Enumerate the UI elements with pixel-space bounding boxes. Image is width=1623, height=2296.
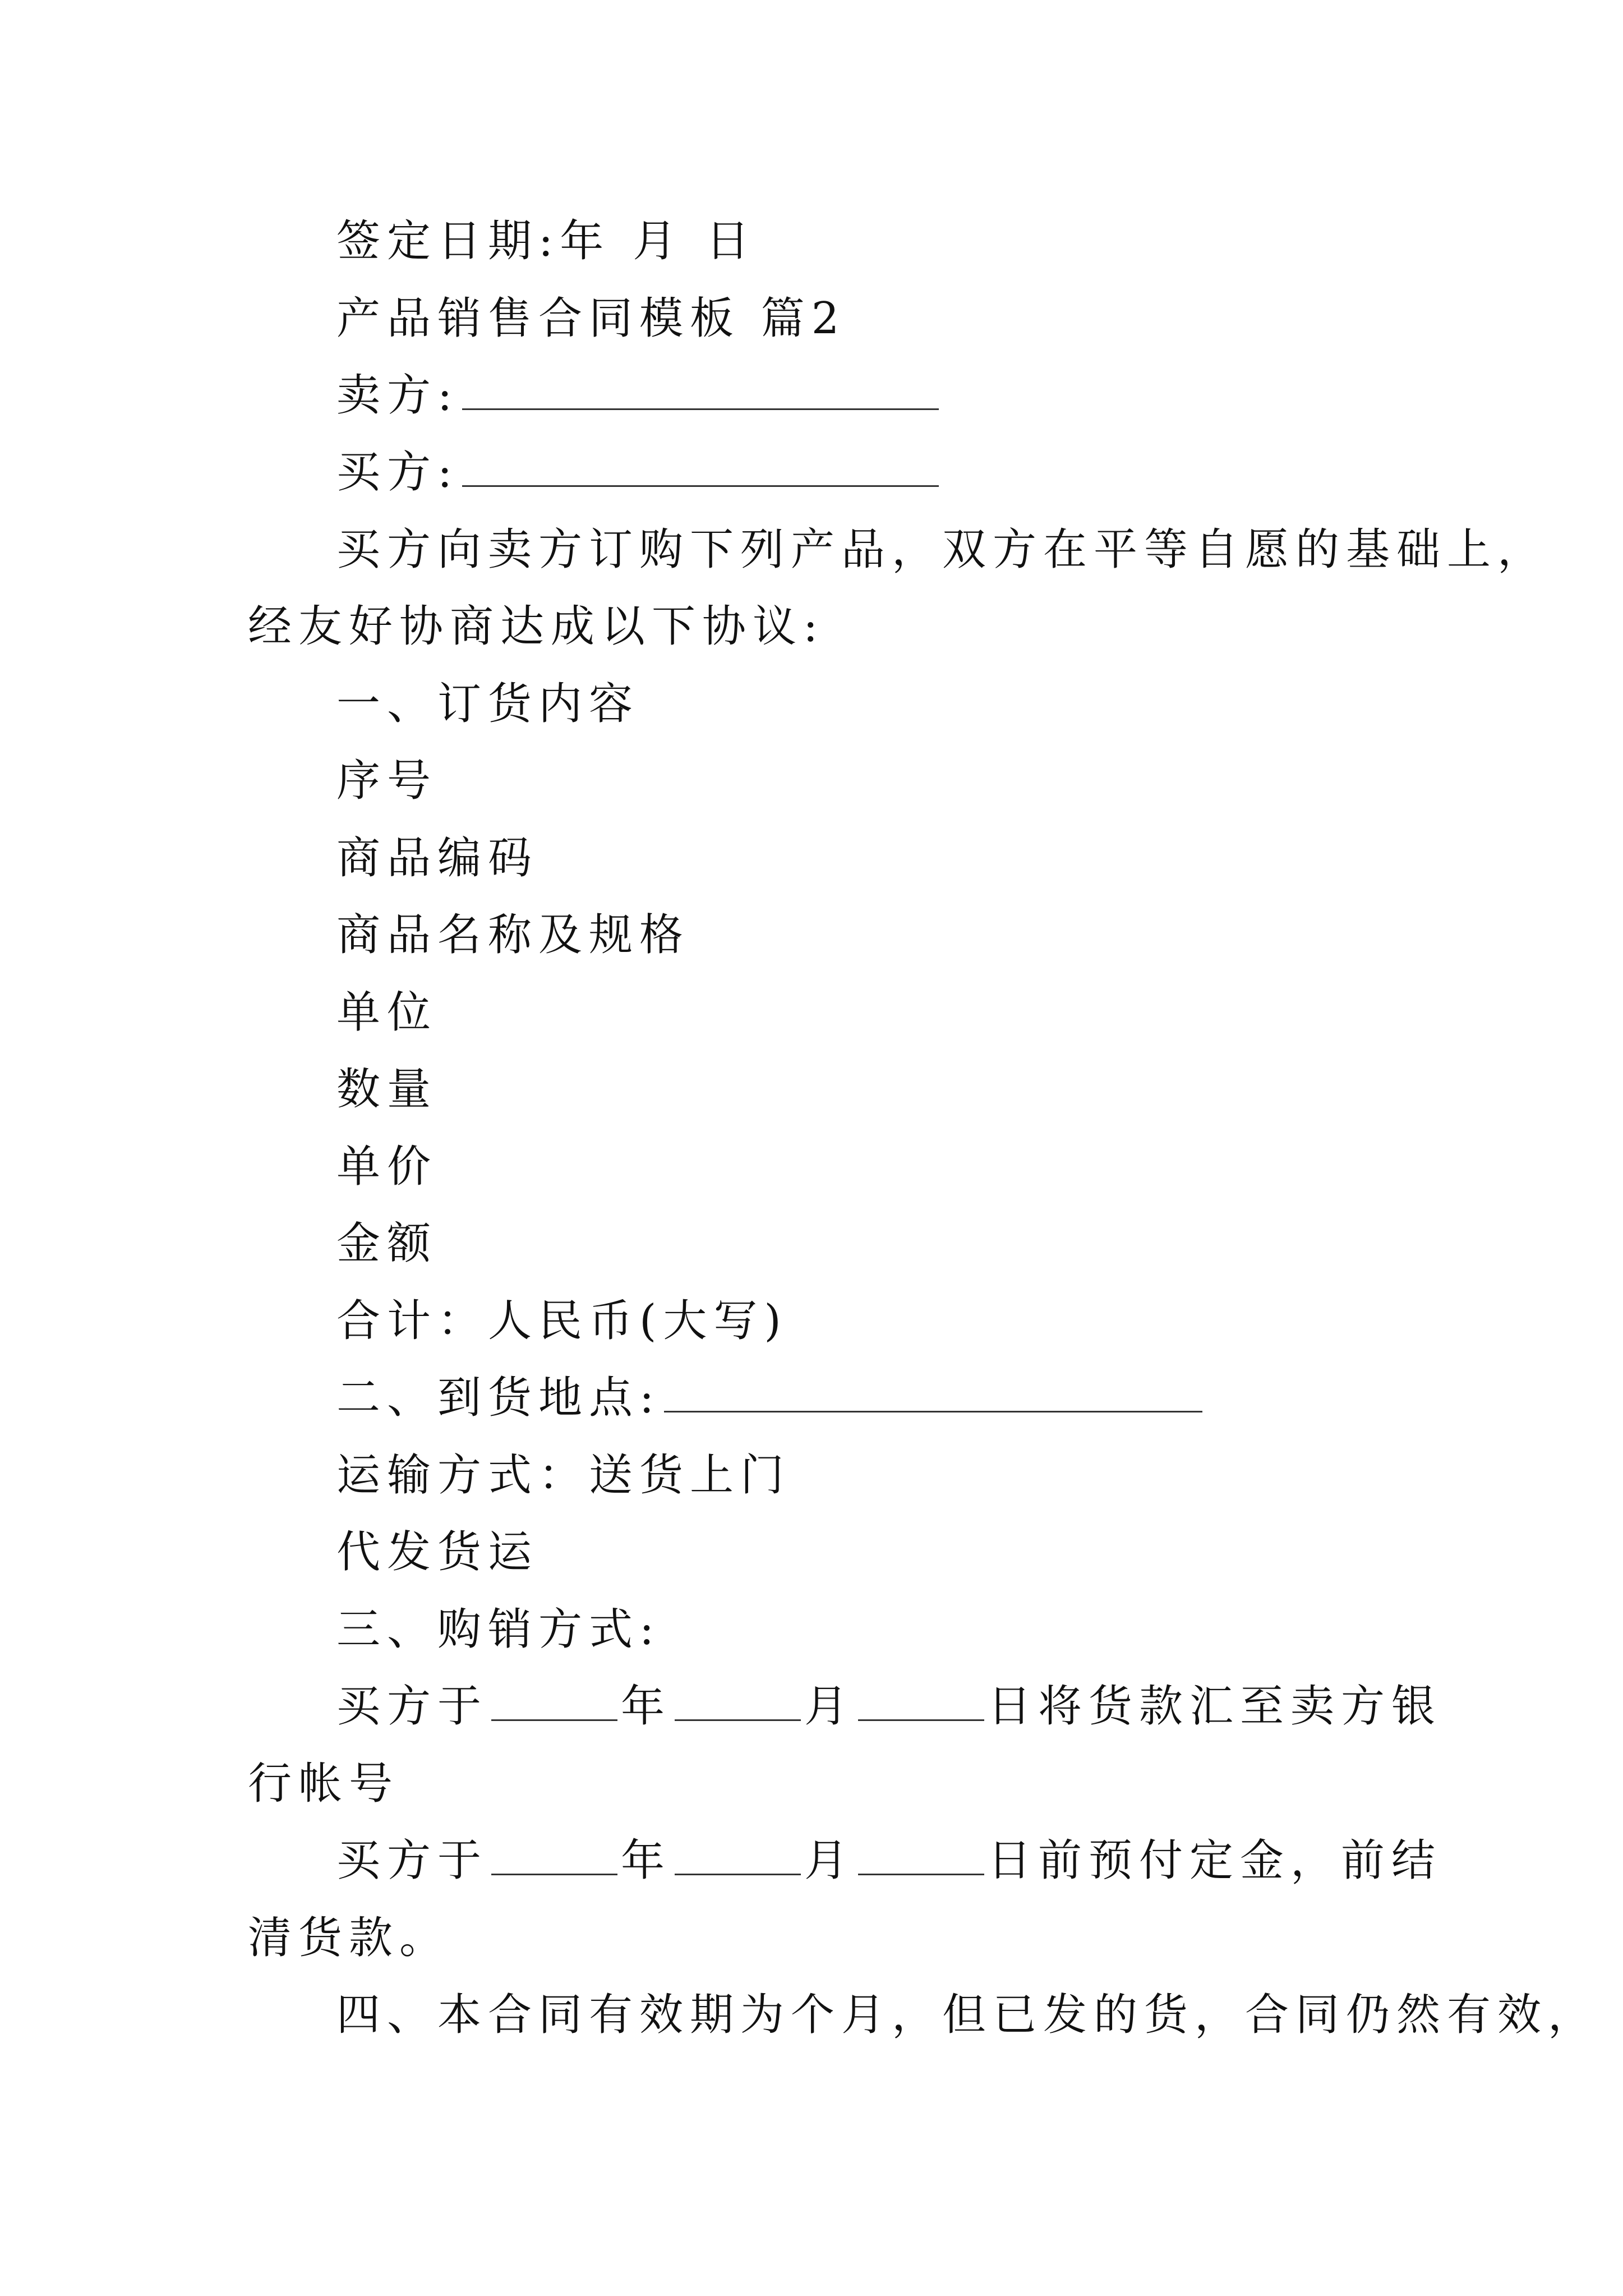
buyer-line (336, 444, 942, 500)
order-field: 数量 (336, 1064, 438, 1115)
clause4-line: 四、本合同有效期为个月，但已发的货，合同仍然有效， (336, 1990, 1599, 2040)
seller-blank (462, 369, 939, 410)
sign-date-year: 年 (560, 216, 611, 266)
clause1-title: 一、订货内容 (336, 679, 640, 729)
pay1-month: 月 (804, 1681, 855, 1732)
pay2-suffix: 日前预付定金，前结 (988, 1835, 1442, 1886)
pay1-suffix: 日将货款汇至卖方银 (988, 1681, 1442, 1732)
sign-date-day: 日 (706, 216, 757, 266)
clause2-label: 二、到货地点: (336, 1373, 661, 1423)
intro-line-2: 经友好协商达成以下协议: (248, 601, 825, 652)
section-title: 产品销售合同模板 篇2 (336, 293, 846, 344)
payment-line-2-cont: 清货款。 (248, 1913, 450, 1963)
order-field: 商品编码 (336, 833, 539, 884)
payment-line-1-cont: 行帐号 (248, 1759, 400, 1809)
clause2-line (336, 1370, 1206, 1426)
order-field: 单位 (336, 987, 438, 1038)
buyer-blank (462, 446, 939, 487)
address-blank (664, 1372, 1202, 1412)
order-field: 序号 (336, 756, 438, 806)
transport-alt-line: 代发货运 (336, 1527, 539, 1577)
pay1-year-blank (491, 1680, 617, 1721)
pay2-day-blank (858, 1834, 984, 1875)
sign-date-label: 签定日期: (336, 216, 560, 266)
pay2-month-blank (675, 1834, 801, 1875)
payment-line-2 (336, 1833, 1442, 1889)
clause3-title: 三、购销方式: (336, 1604, 661, 1655)
total-line: 合计：人民币(大写) (336, 1296, 788, 1346)
order-field: 商品名称及规格 (336, 910, 690, 960)
buyer-label: 买方: (336, 447, 459, 498)
pay2-prefix: 买方于 (336, 1835, 488, 1886)
payment-line-1 (336, 1678, 1442, 1734)
pay1-prefix: 买方于 (336, 1681, 488, 1732)
order-field: 金额 (336, 1218, 438, 1269)
seller-label: 卖方: (336, 370, 459, 421)
seller-line (336, 367, 942, 424)
transport-line: 运输方式：送货上门 (336, 1450, 791, 1501)
pay2-month: 月 (804, 1835, 855, 1886)
pay1-month-blank (675, 1680, 801, 1721)
sign-date-month: 月 (633, 216, 684, 266)
sign-date-line (336, 213, 756, 269)
pay2-year: 年 (621, 1835, 672, 1886)
pay1-year: 年 (621, 1681, 672, 1732)
pay1-day-blank (858, 1680, 984, 1721)
intro-line-1: 买方向卖方订购下列产品，双方在平等自愿的基础上， (336, 524, 1548, 575)
pay2-year-blank (491, 1834, 617, 1875)
order-field: 单价 (336, 1142, 438, 1192)
